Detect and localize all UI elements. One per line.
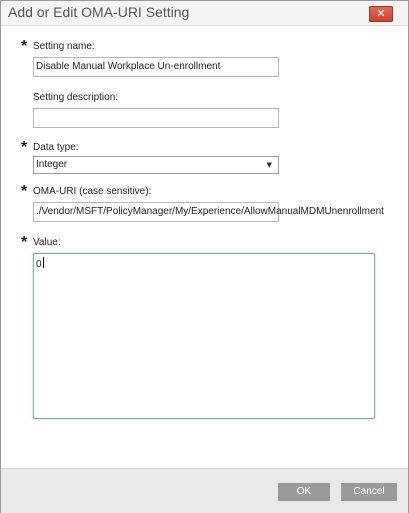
setting-name-label: Setting name: xyxy=(33,41,95,52)
setting-name-input[interactable]: Disable Manual Workplace Un-enrollment xyxy=(33,57,279,77)
data-type-selected-value: Integer xyxy=(36,159,68,170)
close-icon: ✕ xyxy=(376,7,386,20)
text-caret xyxy=(43,257,44,268)
ok-button[interactable]: OK xyxy=(278,483,330,501)
dialog-titlebar xyxy=(1,1,408,26)
required-marker: * xyxy=(21,234,28,251)
close-button[interactable] xyxy=(369,6,393,22)
oma-uri-label: OMA-URI (case sensitive): xyxy=(33,186,152,197)
dialog-footer xyxy=(1,468,408,513)
value-label: Value: xyxy=(33,237,61,248)
oma-uri-input[interactable]: ./Vendor/MSFT/PolicyManager/My/Experience/AllowManualMDMUnenrollment xyxy=(33,202,279,222)
value-text: 0 xyxy=(36,259,42,270)
required-marker: * xyxy=(21,183,28,200)
chevron-down-icon: ▼ xyxy=(266,161,272,169)
setting-description-label: Setting description: xyxy=(33,92,119,103)
data-type-select[interactable] xyxy=(33,156,279,174)
required-marker: * xyxy=(21,38,28,55)
cancel-button[interactable]: Cancel xyxy=(341,483,397,501)
setting-description-input[interactable] xyxy=(33,108,279,128)
data-type-label: Data type: xyxy=(33,142,79,153)
required-marker: * xyxy=(21,139,28,156)
dialog-title: Add or Edit OMA-URI Setting xyxy=(8,4,190,20)
value-textarea[interactable] xyxy=(33,253,375,419)
